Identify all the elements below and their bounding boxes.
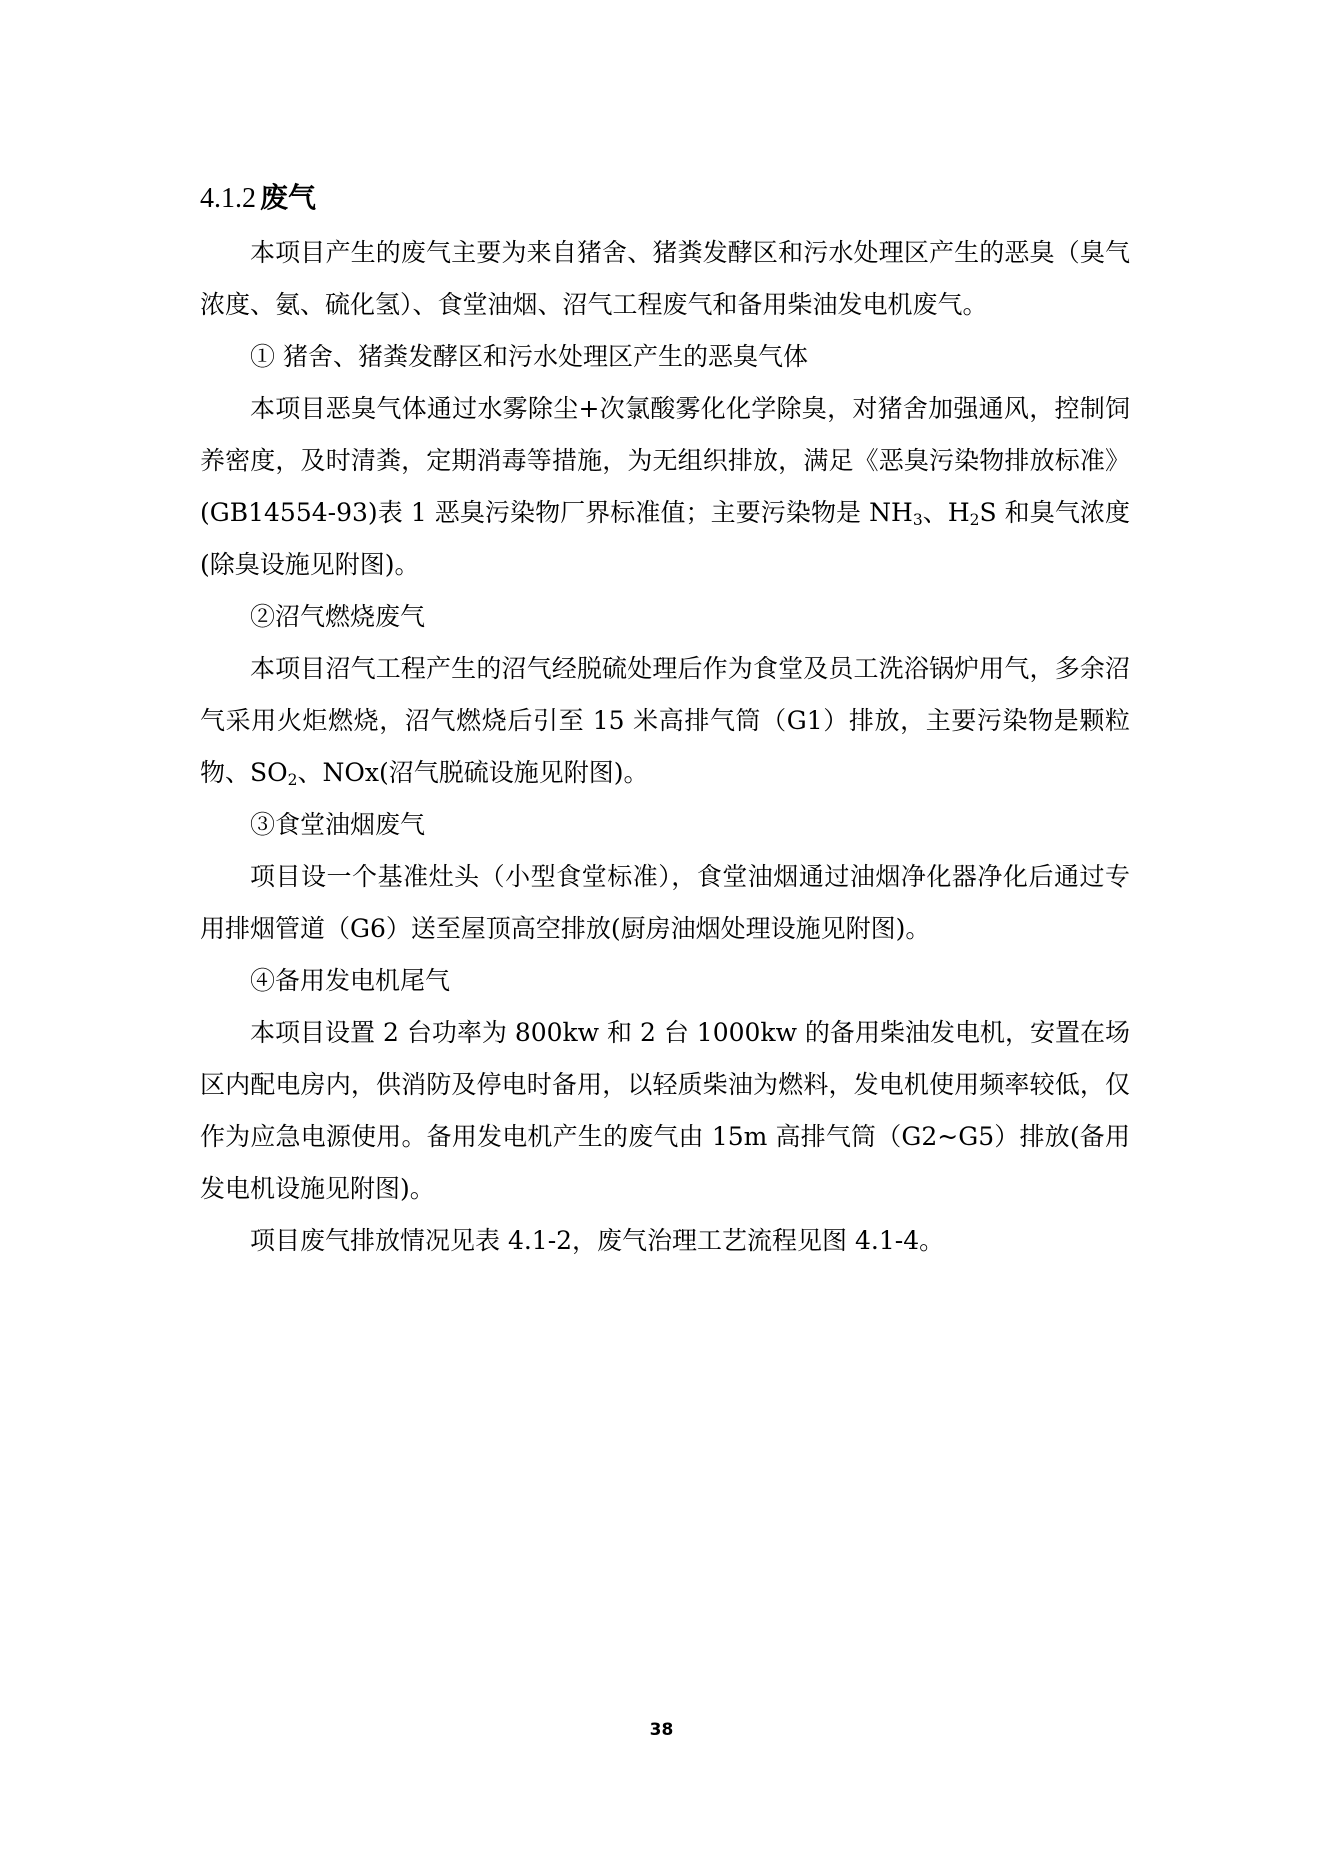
generator-paragraph: 本项目设置 2 台功率为 800kw 和 2 台 1000kw 的备用柴油发电机，安置在场区内配电房内，供消防及停电时备用，以轻质柴油为燃料，发电机使用频率较低，仅作为应急电源使用。备用发电机产生的废气由 15m 高排气筒（G2~G5）排放(备用发电机设施见附图)。 — [200, 1018, 1130, 1203]
odor-subheading: ① 猪舍、猪粪发酵区和污水处理区产生的恶臭气体 — [250, 342, 808, 371]
canteen-subheading: ③食堂油烟废气 — [250, 810, 426, 839]
odor-text-c: S 和臭气浓度(除臭设施见附图)。 — [200, 498, 1131, 579]
section-heading — [200, 178, 1130, 219]
generator-subheading: ④备用发电机尾气 — [250, 966, 451, 995]
intro-paragraph: 本项目产生的废气主要为来自猪舍、猪粪发酵区和污水处理区产生的恶臭（臭气浓度、氨、硫化氢）、食堂油烟、沼气工程废气和备用柴油发电机废气。 — [200, 238, 1130, 319]
summary-paragraph: 项目废气排放情况见表 4.1-2，废气治理工艺流程见图 4.1-4。 — [250, 1226, 945, 1255]
biogas-text-a: 本项目沼气工程产生的沼气经脱硫处理后作为食堂及员工洗浴锅炉用气，多余沼气采用火炬燃烧，沼气燃烧后引至 15 米高排气筒（G1）排放，主要污染物是颗粒物、SO — [200, 654, 1130, 787]
odor-text-b: 、H — [922, 498, 970, 527]
h2s-subscript: 2 — [969, 510, 980, 529]
document-page — [200, 178, 1130, 1267]
biogas-text-b: 、NOx(沼气脱硫设施见附图)。 — [297, 758, 649, 787]
so2-subscript: 2 — [287, 770, 298, 789]
odor-paragraph — [200, 383, 1130, 591]
odor-text-a: 本项目恶臭气体通过水雾除尘+次氯酸雾化化学除臭，对猪舍加强通风，控制饲养密度，及时清粪，定期消毒等措施，为无组织排放，满足《恶臭污染物排放标准》(GB14554-93)表 1 恶臭污染物厂界标准值；主要污染物是 NH — [200, 394, 1130, 527]
nh3-subscript: 3 — [912, 510, 923, 529]
biogas-paragraph — [200, 643, 1130, 799]
section-title: 废气 — [260, 181, 317, 214]
page-number: 38 — [649, 1720, 674, 1740]
canteen-paragraph: 项目设一个基准灶头（小型食堂标准），食堂油烟通过油烟净化器净化后通过专用排烟管道（G6）送至屋顶高空排放(厨房油烟处理设施见附图)。 — [200, 862, 1130, 943]
biogas-subheading: ②沼气燃烧废气 — [250, 602, 426, 631]
section-number: 4.1.2 — [200, 183, 256, 214]
